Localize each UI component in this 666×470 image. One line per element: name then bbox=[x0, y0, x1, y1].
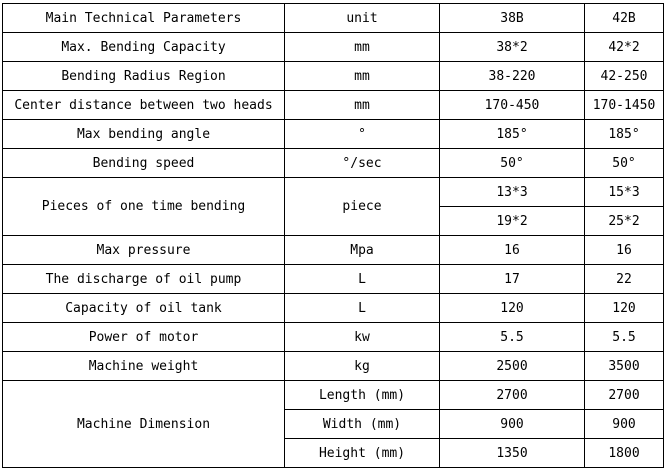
value-38b: 185° bbox=[440, 120, 585, 149]
value-42b: 1800 bbox=[585, 439, 664, 468]
value-42b: 120 bbox=[585, 294, 664, 323]
param-label: The discharge of oil pump bbox=[3, 265, 285, 294]
param-unit: kw bbox=[285, 323, 440, 352]
header-row bbox=[3, 4, 664, 33]
value-38b: 2500 bbox=[440, 352, 585, 381]
value-42b: 42*2 bbox=[585, 33, 664, 62]
table-row bbox=[3, 381, 664, 410]
param-label: Bending Radius Region bbox=[3, 62, 285, 91]
table-row bbox=[3, 178, 664, 207]
dimension-sublabel: Height (mm) bbox=[285, 439, 440, 468]
param-unit: mm bbox=[285, 33, 440, 62]
value-42b: 900 bbox=[585, 410, 664, 439]
value-38b: 38*2 bbox=[440, 33, 585, 62]
table-row bbox=[3, 323, 664, 352]
value-38b: 170-450 bbox=[440, 91, 585, 120]
value-38b: 5.5 bbox=[440, 323, 585, 352]
value-38b: 50° bbox=[440, 149, 585, 178]
value-38b: 2700 bbox=[440, 381, 585, 410]
param-unit: ° bbox=[285, 120, 440, 149]
table-row bbox=[3, 120, 664, 149]
table-row bbox=[3, 62, 664, 91]
value-42b: 50° bbox=[585, 149, 664, 178]
param-label: Capacity of oil tank bbox=[3, 294, 285, 323]
value-42b: 185° bbox=[585, 120, 664, 149]
value-42b: 42-250 bbox=[585, 62, 664, 91]
value-42b: 3500 bbox=[585, 352, 664, 381]
param-unit: mm bbox=[285, 91, 440, 120]
param-unit: piece bbox=[285, 178, 440, 236]
table-row bbox=[3, 236, 664, 265]
param-unit: L bbox=[285, 294, 440, 323]
param-label: Machine weight bbox=[3, 352, 285, 381]
value-38b: 17 bbox=[440, 265, 585, 294]
table-row bbox=[3, 294, 664, 323]
value-42b: 15*3 bbox=[585, 178, 664, 207]
value-42b: 170-1450 bbox=[585, 91, 664, 120]
param-label: Center distance between two heads bbox=[3, 91, 285, 120]
param-unit: Mpa bbox=[285, 236, 440, 265]
value-38b: 13*3 bbox=[440, 178, 585, 207]
value-38b: 900 bbox=[440, 410, 585, 439]
value-38b: 19*2 bbox=[440, 207, 585, 236]
param-label: Pieces of one time bending bbox=[3, 178, 285, 236]
table-row bbox=[3, 33, 664, 62]
value-42b: 22 bbox=[585, 265, 664, 294]
param-unit: kg bbox=[285, 352, 440, 381]
header-model-42b: 42B bbox=[585, 4, 664, 33]
value-38b: 38-220 bbox=[440, 62, 585, 91]
value-42b: 25*2 bbox=[585, 207, 664, 236]
header-unit: unit bbox=[285, 4, 440, 33]
param-label: Max pressure bbox=[3, 236, 285, 265]
value-42b: 2700 bbox=[585, 381, 664, 410]
value-38b: 120 bbox=[440, 294, 585, 323]
table-row bbox=[3, 149, 664, 178]
param-label: Machine Dimension bbox=[3, 381, 285, 468]
table-row bbox=[3, 91, 664, 120]
value-42b: 16 bbox=[585, 236, 664, 265]
param-unit: °/sec bbox=[285, 149, 440, 178]
dimension-sublabel: Length (mm) bbox=[285, 381, 440, 410]
technical-parameters-table bbox=[2, 3, 664, 468]
param-label: Power of motor bbox=[3, 323, 285, 352]
param-unit: L bbox=[285, 265, 440, 294]
param-label: Bending speed bbox=[3, 149, 285, 178]
table-row bbox=[3, 352, 664, 381]
param-label: Max bending angle bbox=[3, 120, 285, 149]
value-38b: 16 bbox=[440, 236, 585, 265]
table-row bbox=[3, 265, 664, 294]
header-parameter: Main Technical Parameters bbox=[3, 4, 285, 33]
param-unit: mm bbox=[285, 62, 440, 91]
param-label: Max. Bending Capacity bbox=[3, 33, 285, 62]
header-model-38b: 38B bbox=[440, 4, 585, 33]
value-42b: 5.5 bbox=[585, 323, 664, 352]
dimension-sublabel: Width (mm) bbox=[285, 410, 440, 439]
value-38b: 1350 bbox=[440, 439, 585, 468]
